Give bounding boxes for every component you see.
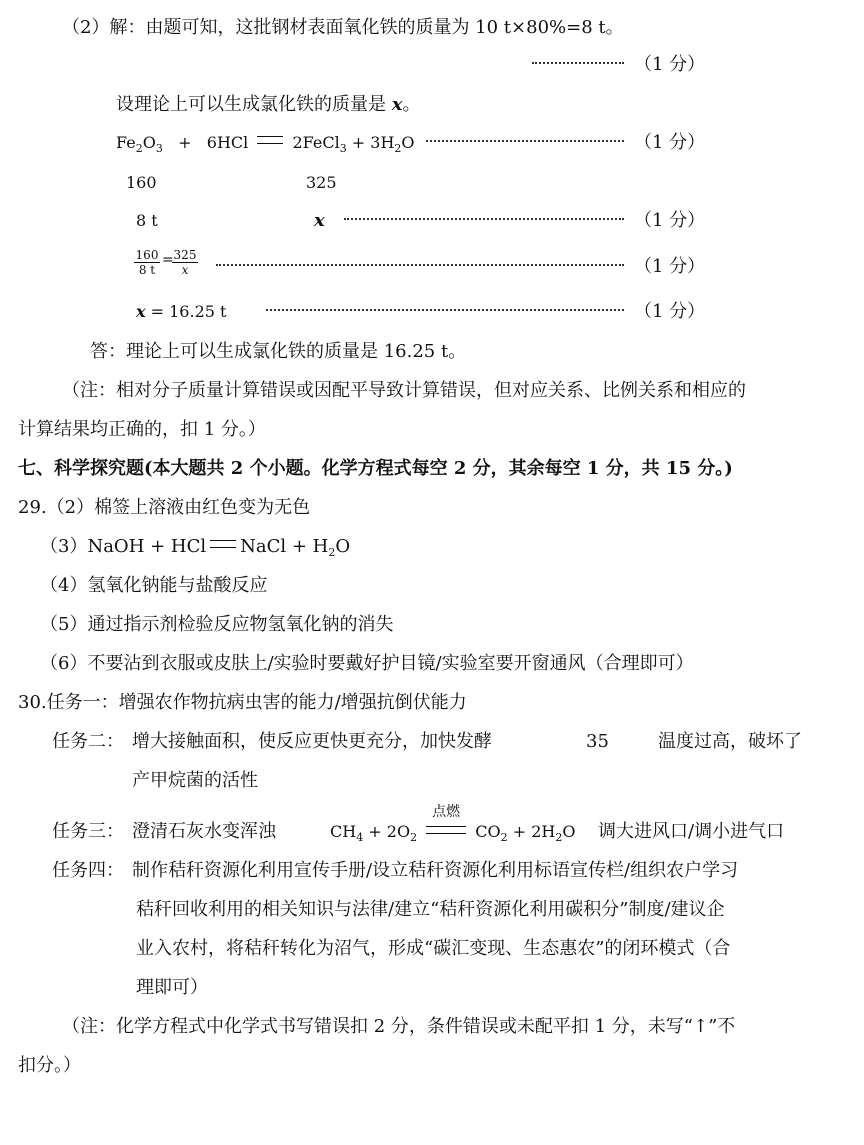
q30-task-3-label: 任务三： [52,821,124,842]
molar-mass-fecl3: 325 [306,173,337,192]
given-mass: 8 t [136,211,158,230]
q30-task-2-a: 增大接触面积，使反应更快更充分，加快发酵 [132,731,492,752]
fraction-left: $\frac{160}{8 t}$ [135,248,159,277]
solve-line: （2）解：由题可知，这批钢材表面氧化铁的质量为 10 t×80%=8 t。 [62,17,624,38]
equals-sign [257,136,283,144]
dot-leader [266,309,624,311]
q29-answer-4: （4）氢氧化钠能与盐酸反应 [40,575,268,596]
q30-task-2-label: 任务二： [52,731,124,752]
reaction-condition: 点燃 [426,826,466,834]
score-label: （1 分） [634,54,706,75]
dot-leader [216,264,624,266]
q30-task-2-num: 35 [586,731,609,752]
note-line: （注：化学方程式中化学式书写错误扣 2 分，条件错误或未配平扣 1 分，未写“↑”不 [62,1016,736,1037]
molar-mass-fe2o3: 160 [126,173,157,192]
q30-task-3-a: 澄清石灰水变浑浊 [132,821,276,842]
q29-answer-5: （5）通过指示剂检验反应物氢氧化钠的消失 [40,614,394,635]
score-label: （1 分） [634,301,706,322]
dot-leader [532,62,624,64]
score-label: （1 分） [634,132,706,153]
combustion-equation: $CH_4 + 2O_2$ 点燃 $CO_2 + 2H_2O$ [330,804,576,844]
answer-line: 答：理论上可以生成氯化铁的质量是 16.25 t。 [90,341,467,362]
fraction-equals: = [162,252,174,268]
q30-task-3-b: 调大进风口/调小进气口 [598,821,785,842]
q29-answer-2: 29.（2）棉签上溶液由红色变为无色 [18,497,311,518]
q30-task-4-b: 秸秆回收利用的相关知识与法律/建立“秸秆资源化利用碳积分”制度/建议企 [136,899,725,920]
q29-answer-6: （6）不要沾到衣服或皮肤上/实验时要戴好护目镜/实验室要开窗通风（合理即可） [40,653,694,674]
dot-leader [344,218,624,220]
score-label: （1 分） [634,256,706,277]
let-line: 设理论上可以生成氯化铁的质量是 x。 [116,94,421,115]
q30-task-4-a: 制作秸秆资源化利用宣传手册/设立秸秆资源化利用标语宣传栏/组织农户学习 [132,860,739,881]
score-label: （1 分） [634,210,706,231]
dot-leader [426,140,624,142]
unknown-var: x [314,210,325,231]
q30-task-1: 30.任务一：增强农作物抗病虫害的能力/增强抗倒伏能力 [18,692,467,713]
q30-task-2-c: 产甲烷菌的活性 [132,770,258,791]
note-line: （注：相对分子质量计算错误或因配平导致计算错误，但对应关系、比例关系和相应的 [62,380,746,401]
q29-answer-3: （3）NaOH + HCl NaCl + $H_2O$ [40,536,351,559]
result-line: x = 16.25 t [136,302,227,321]
note-line: 计算结果均正确的，扣 1 分。） [18,419,266,440]
section-title: 七、科学探究题(本大题共 2 个小题。化学方程式每空 2 分，其余每空 1 分，共 15 分。) [18,458,733,479]
q30-task-4-c: 业入农村，将秸秆转化为沼气，形成“碳汇变现、生态惠农”的闭环模式（合 [136,938,731,959]
note-line: 扣分。） [18,1055,81,1076]
fraction-right: $\frac{325}{x}$ [173,248,197,277]
q30-task-4-label: 任务四： [52,860,124,881]
chemical-equation: $Fe_2O_3$ + 6HCl 2FeCl$_3$ + $3H_2O$ [116,133,415,155]
q30-task-4-d: 理即可） [136,977,208,998]
equals-sign [210,540,236,548]
q30-task-2-b: 温度过高，破坏了 [658,731,802,752]
